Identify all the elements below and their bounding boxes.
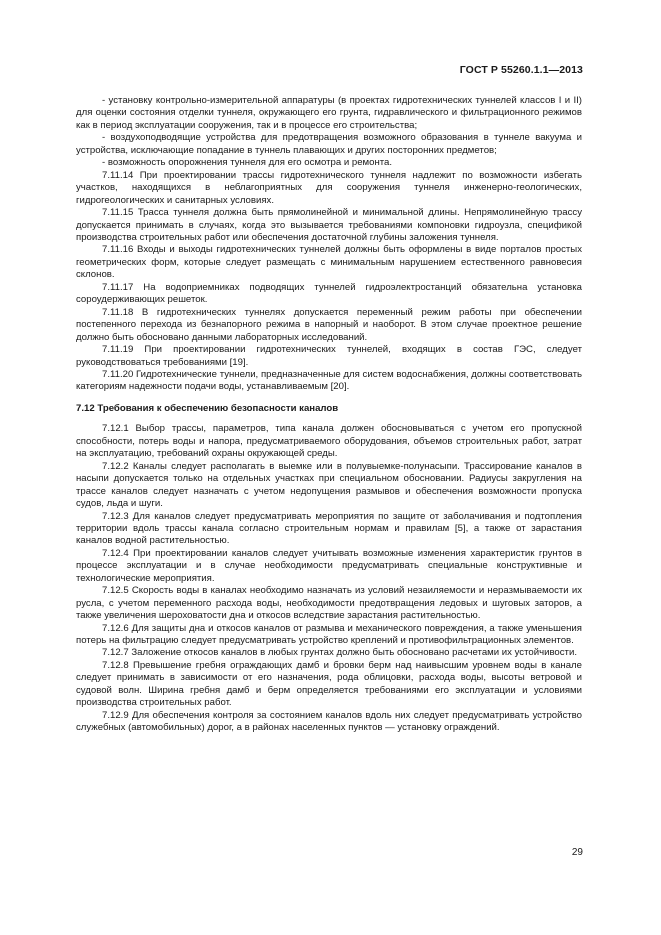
clause-7-12-4: 7.12.4 При проектировании каналов следует учитывать возможные изменения характеристик грунтов в процессе эксплуатации и в случае необходимости предусматривать специальные конструктивные и технологические мероприятия. (76, 547, 582, 584)
clause-7-12-8: 7.12.8 Превышение гребня ограждающих дамб и бровки берм над наивысшим уровнем воды в канале следует принимать в зависимости от его назначения, рода облицовки, расхода воды, высоты ветровой и судовой волн. Ширина гребня дамб и берм определяется требованиями его эксплуатации и условиями производства строительных работ. (76, 659, 582, 709)
clause-7-11-14: 7.11.14 При проектировании трассы гидротехнического туннеля надлежит по возможности избегать участков, находящихся в неблагоприятных для сооружения туннеля инженерно-геологических, гидрогеологических и санитарных условиях. (76, 169, 582, 206)
clause-7-12-5: 7.12.5 Скорость воды в каналах необходимо назначать из условий незаиляемости и неразмываемости их русла, с учетом переменного расхода воды, необходимости предотвращения ледовых и шуговых заторов, а также увеличения шероховатости дна и откосов вследствие зарастания растительностью. (76, 585, 582, 622)
document-body (76, 95, 582, 735)
page-number: 29 (571, 847, 583, 858)
clause-7-12-1: 7.12.1 Выбор трассы, параметров, типа канала должен обосновываться с учетом его пропускной способности, потерь воды и напора, предусматриваемого оборудования, объемов строительных работ, затрат на эксплуатацию, требований охраны окружающей среды. (76, 423, 582, 460)
clause-7-12-3: 7.12.3 Для каналов следует предусматривать мероприятия по защите от заболачивания и подтопления территории вдоль трассы канала согласно строительным нормам и правилам [5], а также от зарастания каналов водной растительностью. (76, 510, 582, 547)
clause-7-11-18: 7.11.18 В гидротехнических туннелях допускается переменный режим работы при обеспечении постепенного перехода из безнапорного режима в напорный и наоборот. В этом случае проектное решение должно быть обосновано данными лабораторных исследований. (76, 306, 582, 343)
clause-7-12-9: 7.12.9 Для обеспечения контроля за состоянием каналов вдоль них следует предусматривать устройство служебных (автомобильных) дорог, а в районах населенных пунктов — установку ограждений. (76, 709, 582, 734)
list-item: - воздухоподводящие устройства для предотвращения возможного образования в туннеле вакуума и устройства, исключающие попадание в туннель плавающих и других посторонних предметов; (76, 132, 582, 156)
clause-7-12-6: 7.12.6 Для защиты дна и откосов каналов от размыва и механического повреждения, а также уменьшения потерь на фильтрацию следует предусматривать устройство креплений и противофильтрационных элементов. (76, 622, 582, 647)
clause-7-11-20: 7.11.20 Гидротехнические туннели, предназначенные для систем водоснабжения, должны соответствовать категориям надежности подачи воды, устанавливаемым [20]. (76, 368, 582, 393)
clause-7-12-7: 7.12.7 Заложение откосов каналов в любых грунтах должно быть обосновано расчетами их устойчивости. (102, 647, 577, 659)
list-item: - установку контрольно-измерительной аппаратуры (в проектах гидротехнических туннелей классов I и II) для оценки состояния отделки туннеля, окружающего его грунта, гидравлического и фильтрационного режимов как в период эксплуатации сооружения, так и в процессе его строительства; (76, 95, 582, 131)
clause-7-11-17: 7.11.17 На водоприемниках подводящих туннелей гидроэлектростанций обязательна установка сороудерживающих решеток. (76, 281, 582, 306)
document-code-header: ГОСТ Р 55260.1.1—2013 (459, 64, 583, 76)
clause-7-12-2: 7.12.2 Каналы следует располагать в выемке или в полувыемке-полунасыпи. Трассирование каналов в насыпи допускается только на отдельных участках при специальном обосновании. Радиусы закругления на трассе каналов следует назначать с учетом недопущения размывов и обеспечения возможности пропуска судов, льда и шуги. (76, 460, 582, 510)
clause-7-11-19: 7.11.19 При проектировании гидротехнических туннелей, входящих в состав ГЭС, следует руководствоваться требованиями [19]. (76, 344, 582, 368)
clause-7-11-16: 7.11.16 Входы и выходы гидротехнических туннелей должны быть оформлены в виде порталов простых геометрических форм, которые следует размещать с минимальным нарушением естественного равновесия склонов. (76, 244, 582, 281)
section-heading: 7.12 Требования к обеспечению безопасности каналов (76, 402, 339, 414)
clause-7-11-15: 7.11.15 Трасса туннеля должна быть прямолинейной и минимальной длины. Непрямолинейную трассу допускается принимать в случаях, когда это вызывается требованиями компоновки гидроузла, спецификой производства строительных работ или обеспечения достаточной глубины заложения туннеля. (76, 207, 582, 243)
list-item: - возможность опорожнения туннеля для его осмотра и ремонта. (102, 157, 393, 169)
